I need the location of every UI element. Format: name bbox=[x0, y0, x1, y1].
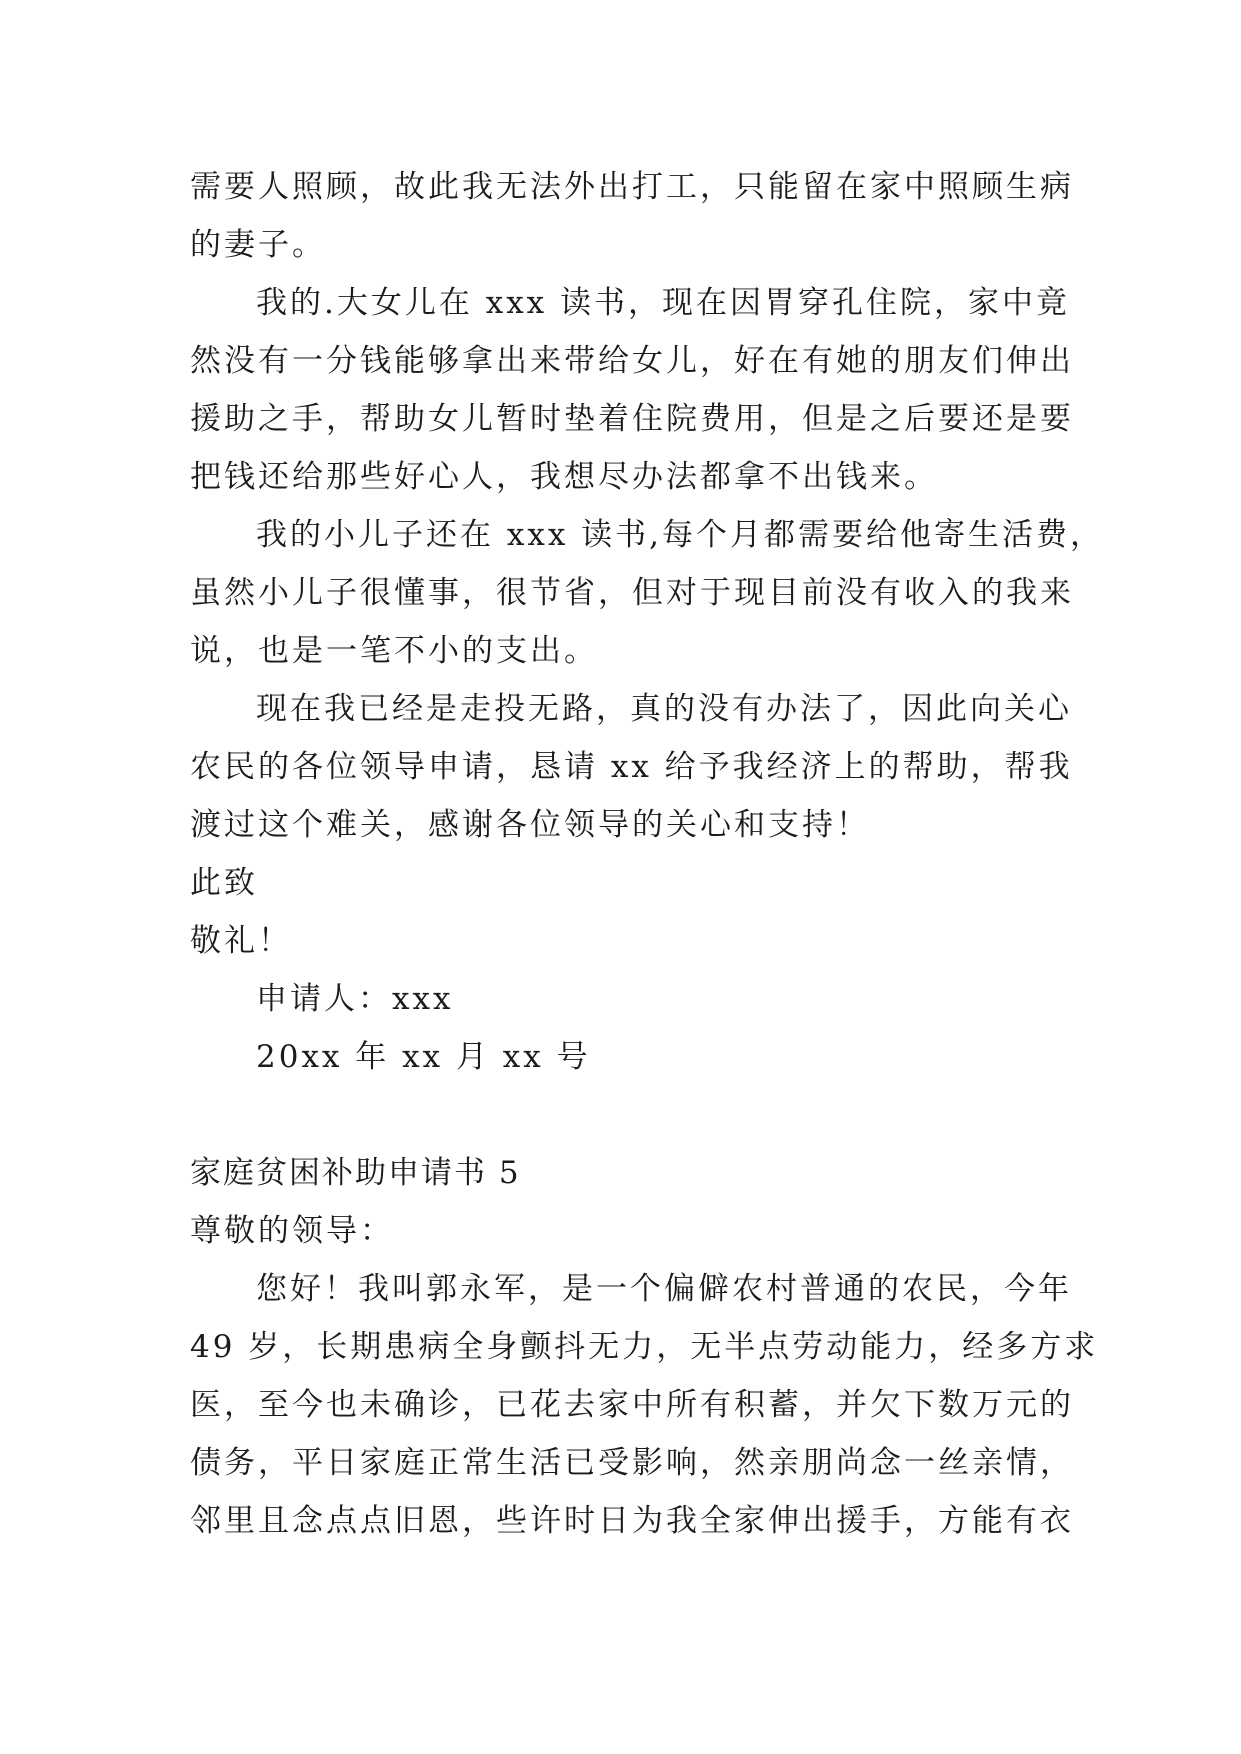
text-line: 邻里且念点点旧恩，些许时日为我全家伸出援手，方能有衣 bbox=[190, 1503, 1074, 1539]
closing-line: 敬礼！ bbox=[190, 923, 292, 959]
closing-line: 此致 bbox=[190, 865, 258, 901]
paragraph-first-line: 我的小儿子还在 xxx 读书,每个月都需要给他寄生活费， bbox=[256, 517, 1105, 553]
text-line: 援助之手，帮助女儿暂时垫着住院费用，但是之后要还是要 bbox=[190, 401, 1074, 437]
salutation: 尊敬的领导： bbox=[190, 1213, 394, 1249]
section-title: 家庭贫困补助申请书 5 bbox=[190, 1155, 521, 1191]
paragraph-first-line: 我的.大女儿在 xxx 读书，现在因胃穿孔住院，家中竟 bbox=[256, 285, 1071, 321]
text-line: 渡过这个难关，感谢各位领导的关心和支持！ bbox=[190, 807, 870, 843]
text-line: 虽然小儿子很懂事，很节省，但对于现目前没有收入的我来 bbox=[190, 575, 1074, 611]
paragraph-first-line: 您好！我叫郭永军，是一个偏僻农村普通的农民，今年 bbox=[256, 1271, 1072, 1307]
text-line: 需要人照顾，故此我无法外出打工，只能留在家中照顾生病 bbox=[190, 169, 1074, 205]
signature-date: 20xx 年 xx 月 xx 号 bbox=[256, 1039, 591, 1075]
text-line: 债务，平日家庭正常生活已受影响，然亲朋尚念一丝亲情， bbox=[190, 1445, 1074, 1481]
text-line: 医，至今也未确诊，已花去家中所有积蓄，并欠下数万元的 bbox=[190, 1387, 1074, 1423]
text-line: 然没有一分钱能够拿出来带给女儿，好在有她的朋友们伸出 bbox=[190, 343, 1074, 379]
signature-applicant: 申请人：xxx bbox=[256, 981, 454, 1017]
text-line: 的妻子。 bbox=[190, 227, 326, 263]
text-line: 农民的各位领导申请，恳请 xx 给予我经济上的帮助，帮我 bbox=[190, 749, 1073, 785]
text-line: 说，也是一笔不小的支出。 bbox=[190, 633, 598, 669]
text-line: 把钱还给那些好心人，我想尽办法都拿不出钱来。 bbox=[190, 459, 938, 495]
text-line: 49 岁，长期患病全身颤抖无力，无半点劳动能力，经多方求 bbox=[190, 1329, 1099, 1365]
paragraph-first-line: 现在我已经是走投无路，真的没有办法了，因此向关心 bbox=[256, 691, 1072, 727]
